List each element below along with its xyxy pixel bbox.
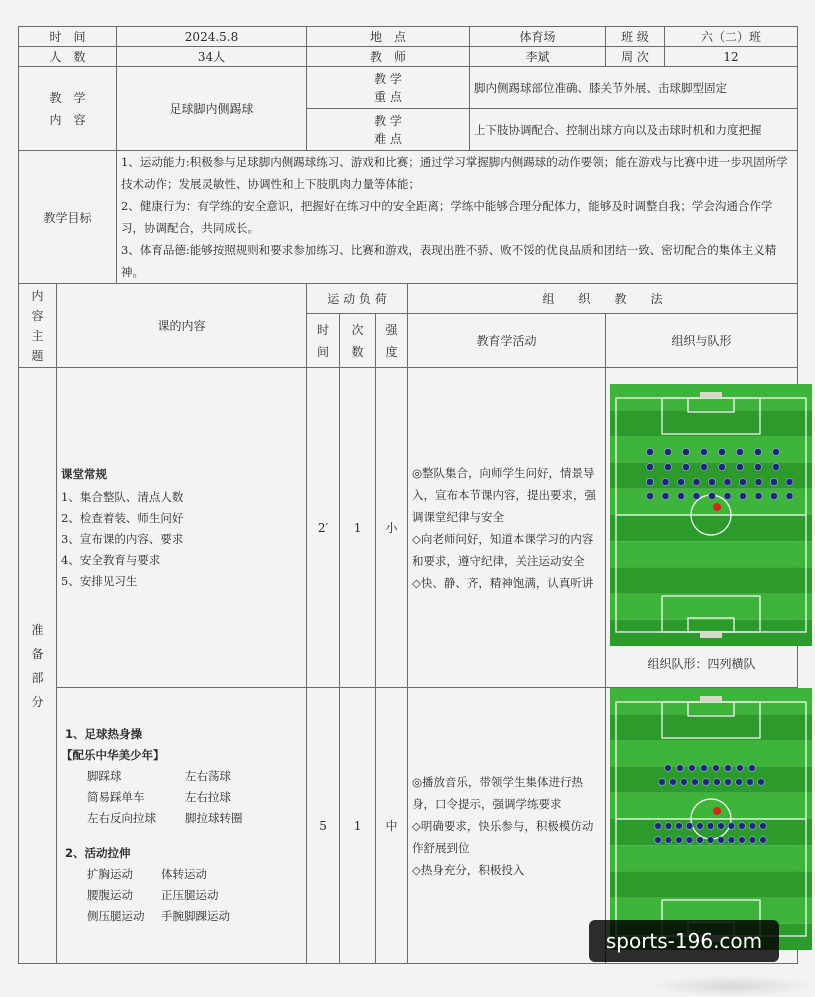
student-dot <box>689 765 696 772</box>
activity-item: ◇明确要求，快乐参与，积极模仿动作舒展到位 <box>412 818 594 855</box>
student-dot <box>700 463 707 470</box>
count-label: 人 数 <box>19 47 117 67</box>
student-dot <box>700 448 707 455</box>
stretch-list <box>65 864 302 927</box>
student-dot <box>703 779 710 786</box>
student-dot <box>662 492 669 499</box>
student-dot <box>686 837 693 844</box>
student-dot <box>749 823 756 830</box>
time-char: 间 <box>317 344 330 359</box>
student-dot <box>677 492 684 499</box>
page-shadow <box>650 975 815 997</box>
routine-item: 1、集合整队、清点人数 <box>61 489 184 504</box>
warmup-intensity: 中 <box>376 688 408 964</box>
theme-char: 题 <box>31 348 44 363</box>
pitch-stripe <box>610 436 812 462</box>
week-value: 12 <box>665 47 798 67</box>
week-label: 周 次 <box>606 47 665 67</box>
watermark: sports-196.com <box>589 920 779 962</box>
soccer-pitch-diagram <box>610 384 812 646</box>
stretch-item: 手腕脚踝运动 <box>161 909 230 923</box>
routine-row <box>19 368 798 688</box>
move-item: 左右反向拉球 <box>87 811 156 825</box>
activity-item: ◎整队集合，向师学生问好，情景导入，宣布本节课内容，提出要求，强调课堂纪律与安全 <box>412 465 597 524</box>
student-dot <box>693 492 700 499</box>
routine-item: 4、安全教育与要求 <box>61 552 161 567</box>
diff-value: 上下肢协调配合、控制出球方向以及击球时机和力度把握 <box>470 109 798 151</box>
diff-label-line2: 难 点 <box>374 131 402 146</box>
soccer-pitch-diagram <box>610 688 812 950</box>
goals-row <box>19 151 798 284</box>
place-value: 体育场 <box>470 27 606 47</box>
header-row-2 <box>19 47 798 67</box>
pitch-stripe <box>610 410 812 436</box>
student-dot <box>677 765 684 772</box>
pitch-stripe <box>610 515 812 541</box>
method-header: 组 织 教 法 <box>408 284 798 314</box>
student-dot <box>664 463 671 470</box>
student-dot <box>692 779 699 786</box>
routine-item: 3、宣布课的内容、要求 <box>61 531 184 546</box>
pitch-stripe <box>610 593 812 619</box>
student-dot <box>646 492 653 499</box>
student-dot <box>728 823 735 830</box>
teacher-label: 教 师 <box>307 47 470 67</box>
time-value: 2024.5.8 <box>117 27 307 47</box>
top-goal <box>700 696 722 702</box>
goal-item: 1、运动能力:积极参与足球脚内侧踢球练习、游戏和比赛；通过学习掌握脚内侧踢球的动作要领；能在游戏与比赛中进一步巩固所学技术动作；发展灵敏性、协调性和上下肢肌肉力量等体能； <box>121 155 788 191</box>
routine-item: 5、安排见习生 <box>61 573 138 588</box>
student-dot <box>659 779 666 786</box>
activity-item: ◎播放音乐，带领学生集体进行热身，口令提示，强调学练要求 <box>412 774 584 811</box>
activity-item: ◇热身充分，积极投入 <box>412 862 525 877</box>
routine-intensity: 小 <box>376 368 408 688</box>
student-dot <box>754 463 761 470</box>
content-topic: 足球脚内侧踢球 <box>117 67 307 151</box>
stretch-item: 腰腹运动 <box>87 888 133 902</box>
warmup-activities <box>408 688 606 964</box>
routine-activities <box>408 368 606 688</box>
activity-item: ◇向老师问好，知道本课学习的内容和要求，遵守纪律，关注运动安全 <box>412 531 594 568</box>
student-dot <box>724 478 731 485</box>
move-item: 左右拉球 <box>185 790 231 804</box>
theme-char: 内 <box>31 288 44 303</box>
student-dot <box>670 779 677 786</box>
stretch-item: 体转运动 <box>161 867 207 881</box>
formation-header: 组织与队形 <box>606 314 798 368</box>
stretch-item: 扩胸运动 <box>87 867 133 881</box>
content-key-row <box>19 67 798 109</box>
times-header <box>340 314 376 368</box>
student-dot <box>718 463 725 470</box>
student-dot <box>737 765 744 772</box>
routine-title: 课堂常规 <box>61 466 107 481</box>
student-dot <box>736 448 743 455</box>
routine-content <box>57 368 307 688</box>
student-dot <box>718 837 725 844</box>
time-char: 时 <box>317 322 330 337</box>
goals-label: 教学目标 <box>19 151 117 284</box>
student-dot <box>677 478 684 485</box>
bottom-goal <box>700 632 722 638</box>
pedagogy-header: 教育学活动 <box>408 314 606 368</box>
key-label-line2: 重 点 <box>374 89 402 104</box>
times-char: 数 <box>351 344 364 359</box>
content-label <box>19 67 117 151</box>
warmup-subtitle: 【配乐中华美少年】 <box>61 748 165 762</box>
goal-item: 3、体育品德:能够按照规则和要求参加练习、比赛和游戏，表现出胜不骄、败不馁的优良品质和团结一致、密切配合的集体主义精神。 <box>121 243 777 279</box>
warmup-content <box>57 688 307 964</box>
top-goal <box>700 392 722 398</box>
student-dot <box>736 779 743 786</box>
teacher-dot <box>713 807 721 815</box>
goals-list <box>117 151 798 284</box>
pitch-stripe <box>610 793 812 819</box>
pitch-stripe <box>610 871 812 897</box>
student-dot <box>770 492 777 499</box>
student-dot <box>739 492 746 499</box>
count-value: 34人 <box>117 47 307 67</box>
pitch-stripe <box>610 567 812 593</box>
section-char: 准 <box>31 622 44 637</box>
key-value: 脚内侧踢球部位准确、膝关节外展、击球脚型固定 <box>470 67 798 109</box>
section-char: 分 <box>31 694 44 709</box>
student-dot <box>760 823 767 830</box>
student-dot <box>772 463 779 470</box>
theme-char: 主 <box>31 328 44 343</box>
student-dot <box>662 478 669 485</box>
routine-item: 2、检查着装、师生问好 <box>61 510 184 525</box>
student-dot <box>697 837 704 844</box>
theme-label <box>19 284 57 368</box>
student-dot <box>707 823 714 830</box>
student-dot <box>725 779 732 786</box>
student-dot <box>749 837 756 844</box>
content-label-line2: 内 容 <box>49 112 86 127</box>
section-char: 部 <box>31 670 44 685</box>
pitch-stripe <box>610 845 812 871</box>
student-dot <box>760 837 767 844</box>
student-dot <box>665 823 672 830</box>
intensity-header <box>376 314 408 368</box>
pitch-stripe <box>610 740 812 766</box>
formation-caption: 组织队形：四列横队 <box>647 656 756 671</box>
key-label-line1: 教 学 <box>374 71 402 86</box>
student-dot <box>739 478 746 485</box>
student-dot <box>646 463 653 470</box>
table-head-row-1 <box>19 284 798 314</box>
goal-item: 2、健康行为：有学练的安全意识，把握好在练习中的安全距离；学练中能够合理分配体力，能够及时调整自我；学会沟通合作学习，协调配合，共同成长。 <box>121 199 773 235</box>
student-dot <box>736 463 743 470</box>
move-item: 左右荡球 <box>185 769 231 783</box>
section-char: 备 <box>31 646 44 661</box>
stretch-item: 侧压腿运动 <box>87 909 145 923</box>
student-dot <box>708 478 715 485</box>
student-dot <box>755 492 762 499</box>
student-dot <box>664 448 671 455</box>
pitch-stripe <box>610 541 812 567</box>
content-label-line1: 教 学 <box>49 90 86 105</box>
lesson-plan-table <box>18 26 798 964</box>
student-dot <box>772 448 779 455</box>
student-dot <box>713 765 720 772</box>
student-dot <box>770 478 777 485</box>
student-dot <box>758 779 765 786</box>
warmup-title: 1、足球热身操 <box>65 727 143 741</box>
time-header <box>307 314 340 368</box>
student-dot <box>786 492 793 499</box>
student-dot <box>682 463 689 470</box>
intensity-char: 度 <box>385 344 398 359</box>
place-label: 地 点 <box>307 27 470 47</box>
warmup-moves <box>65 766 302 829</box>
student-dot <box>665 765 672 772</box>
student-dot <box>676 823 683 830</box>
warmup-times: 1 <box>340 688 376 964</box>
lesson-content-header: 课的内容 <box>57 284 307 368</box>
student-dot <box>728 837 735 844</box>
student-dot <box>646 478 653 485</box>
key-label <box>307 67 470 109</box>
student-dot <box>724 492 731 499</box>
diff-label <box>307 109 470 151</box>
routine-times: 1 <box>340 368 376 688</box>
student-dot <box>718 823 725 830</box>
time-label: 时 间 <box>19 27 117 47</box>
student-dot <box>701 765 708 772</box>
stretch-item: 正压腿运动 <box>161 888 219 902</box>
section-label <box>19 368 57 964</box>
move-item: 脚拉球转圈 <box>185 811 243 825</box>
student-dot <box>786 478 793 485</box>
student-dot <box>708 492 715 499</box>
student-dot <box>655 837 662 844</box>
move-item: 简易踩单车 <box>87 790 145 804</box>
class-label: 班 级 <box>606 27 665 47</box>
student-dot <box>693 478 700 485</box>
stretch-title: 2、活动拉伸 <box>65 846 131 860</box>
student-dot <box>747 779 754 786</box>
warmup-time: 5 <box>307 688 340 964</box>
load-header: 运 动 负 荷 <box>307 284 408 314</box>
student-dot <box>718 448 725 455</box>
pitch-stripe <box>610 767 812 793</box>
teacher-value: 李斌 <box>470 47 606 67</box>
times-char: 次 <box>351 322 364 337</box>
student-dot <box>749 765 756 772</box>
student-dot <box>714 779 721 786</box>
student-dot <box>681 779 688 786</box>
header-row-1 <box>19 27 798 47</box>
student-dot <box>646 448 653 455</box>
student-dot <box>707 837 714 844</box>
teacher-dot <box>713 503 721 511</box>
student-dot <box>739 823 746 830</box>
student-dot <box>725 765 732 772</box>
student-dot <box>739 837 746 844</box>
class-value: 六（二）班 <box>665 27 798 47</box>
student-dot <box>676 837 683 844</box>
routine-time: 2′ <box>307 368 340 688</box>
student-dot <box>686 823 693 830</box>
theme-char: 容 <box>31 308 44 323</box>
routine-formation <box>606 368 798 688</box>
student-dot <box>655 823 662 830</box>
move-item: 脚踩球 <box>87 769 122 783</box>
student-dot <box>665 837 672 844</box>
student-dot <box>682 448 689 455</box>
pitch-stripe <box>610 714 812 740</box>
activity-item: ◇快、静、齐，精神饱满，认真听讲 <box>412 575 594 590</box>
diff-label-line1: 教 学 <box>374 113 402 128</box>
student-dot <box>697 823 704 830</box>
intensity-char: 强 <box>385 322 398 337</box>
student-dot <box>754 448 761 455</box>
student-dot <box>755 478 762 485</box>
